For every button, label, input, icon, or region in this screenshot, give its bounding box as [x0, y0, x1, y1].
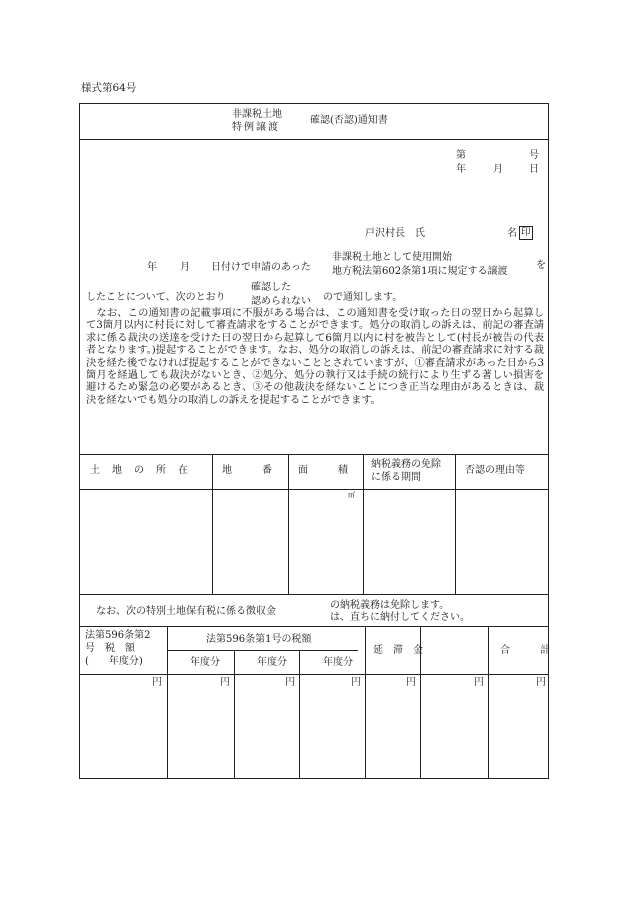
- tax-col-sep-4: [365, 626, 366, 779]
- confirm-prefix: したことについて、次のとおり: [86, 292, 226, 303]
- date-nen: 年: [456, 164, 466, 175]
- confirm-option-1: 確認した: [251, 282, 291, 293]
- date-tsuki: 月: [493, 164, 503, 175]
- tax-notice-option-2: は、直ちに納付してください。: [330, 612, 470, 623]
- area-unit: ㎡: [348, 491, 355, 499]
- rule-land-table-bottom: [80, 594, 548, 595]
- tax-col-sep-2: [234, 650, 235, 779]
- recipient-label: 戸沢村長 氏: [365, 228, 425, 239]
- confirm-suffix: ので通知します。: [323, 292, 403, 303]
- tax-notice-option-1: の納税義務は免除します。: [330, 600, 450, 611]
- tax-col1-line-3: ( 年度分): [85, 656, 143, 667]
- land-header-reason: 否認の理由等: [465, 465, 525, 476]
- tax-total-header: 合 計: [500, 645, 550, 656]
- tax-col-sep-6: [488, 626, 489, 779]
- tax-late-fee-header: 延 滞 金: [373, 645, 423, 656]
- tax-group-header: 法第596条第1号の税額: [206, 634, 312, 645]
- yen-unit: 円: [536, 677, 546, 688]
- date-hi: 日: [529, 164, 539, 175]
- yen-unit: 円: [152, 677, 162, 688]
- land-header-period-line-2: に係る期間: [371, 472, 421, 483]
- yen-unit: 円: [474, 677, 484, 688]
- request-tsuki: 月: [180, 262, 190, 273]
- land-col-sep-4: [455, 454, 456, 594]
- yen-unit: 円: [220, 677, 230, 688]
- title-stack-line-2: 特例譲渡: [232, 122, 280, 133]
- land-header-period-line-1: 納税義務の免除: [371, 459, 441, 470]
- recipient-mei: 名: [507, 228, 517, 239]
- rule-tax-group: [167, 650, 358, 651]
- tax-year-header-2: 年度分: [257, 657, 287, 668]
- tax-col-sep-3: [299, 650, 300, 779]
- land-col-sep-3: [363, 454, 364, 594]
- request-option-1: 非課税土地として使用開始: [332, 252, 452, 263]
- yen-unit: 円: [285, 677, 295, 688]
- tax-col-sep-1: [167, 626, 168, 779]
- rule-land-table-top: [80, 454, 548, 455]
- confirm-option-2: 認められない: [251, 296, 311, 307]
- appeal-notice-paragraph: なお、この通知書の記載事項に不服がある場合は、この通知書を受け取った日の翌日から起算して3箇月以内に村長に対して審査請求をすることができます。処分の取消しの訴えは、前記の審査請求に係る裁決の送達を受けた日の翌日から起算して6箇月以内に村を被告として(村長が被告の代表者となります。)提起することができます。なお、処分の取消しの訴えは、前記の審査請求に対する裁決を経た後でなければ提起することができないこととされていますが、①審査請求があった日から3箇月を経過しても裁決がないとき、②処分、処分の執行又は手続の続行により生ずる著しい損害を避けるため緊急の必要があるとき、③その他裁決を経ないことにつき正当な理由があるときは、裁決を経ないでも処分の取消しの訴えを提起することができます。: [86, 307, 544, 406]
- land-header-lot: 地 番: [222, 465, 272, 476]
- tax-year-header-1: 年度分: [190, 657, 220, 668]
- land-header-area: 面 積: [298, 465, 348, 476]
- tax-year-header-3: 年度分: [323, 657, 353, 668]
- yen-unit: 円: [406, 677, 416, 688]
- land-col-sep-1: [212, 454, 213, 594]
- land-header-location: 土 地 の 所 在: [90, 465, 189, 476]
- land-col-sep-2: [288, 454, 289, 594]
- notice-form: [79, 103, 549, 779]
- rule-land-header-bottom: [80, 489, 548, 490]
- seal-mark: 印: [521, 227, 531, 238]
- tax-col1-line-2: 号 税 額: [85, 643, 135, 654]
- title-stack-line-1: 非課税土地: [232, 109, 282, 120]
- form-number: 様式第64号: [81, 82, 137, 94]
- title-main: 確認(否認)通知書: [310, 115, 388, 126]
- request-wo: を: [536, 260, 546, 271]
- request-suffix: 日付けで申請のあった: [211, 262, 311, 273]
- tax-col1-line-1: 法第596条第2: [85, 630, 151, 641]
- request-nen: 年: [147, 262, 157, 273]
- rule-tax-table-top: [80, 626, 548, 627]
- rule-tax-header-bottom: [80, 674, 548, 675]
- tax-notice-prefix: なお、次の特別土地保有税に係る徴収金: [96, 606, 276, 617]
- rule-header: [80, 139, 548, 140]
- date-go: 号: [529, 150, 539, 161]
- date-dai: 第: [456, 150, 466, 161]
- request-option-2: 地方税法第602条第1項に規定する譲渡: [332, 266, 508, 277]
- yen-unit: 円: [351, 677, 361, 688]
